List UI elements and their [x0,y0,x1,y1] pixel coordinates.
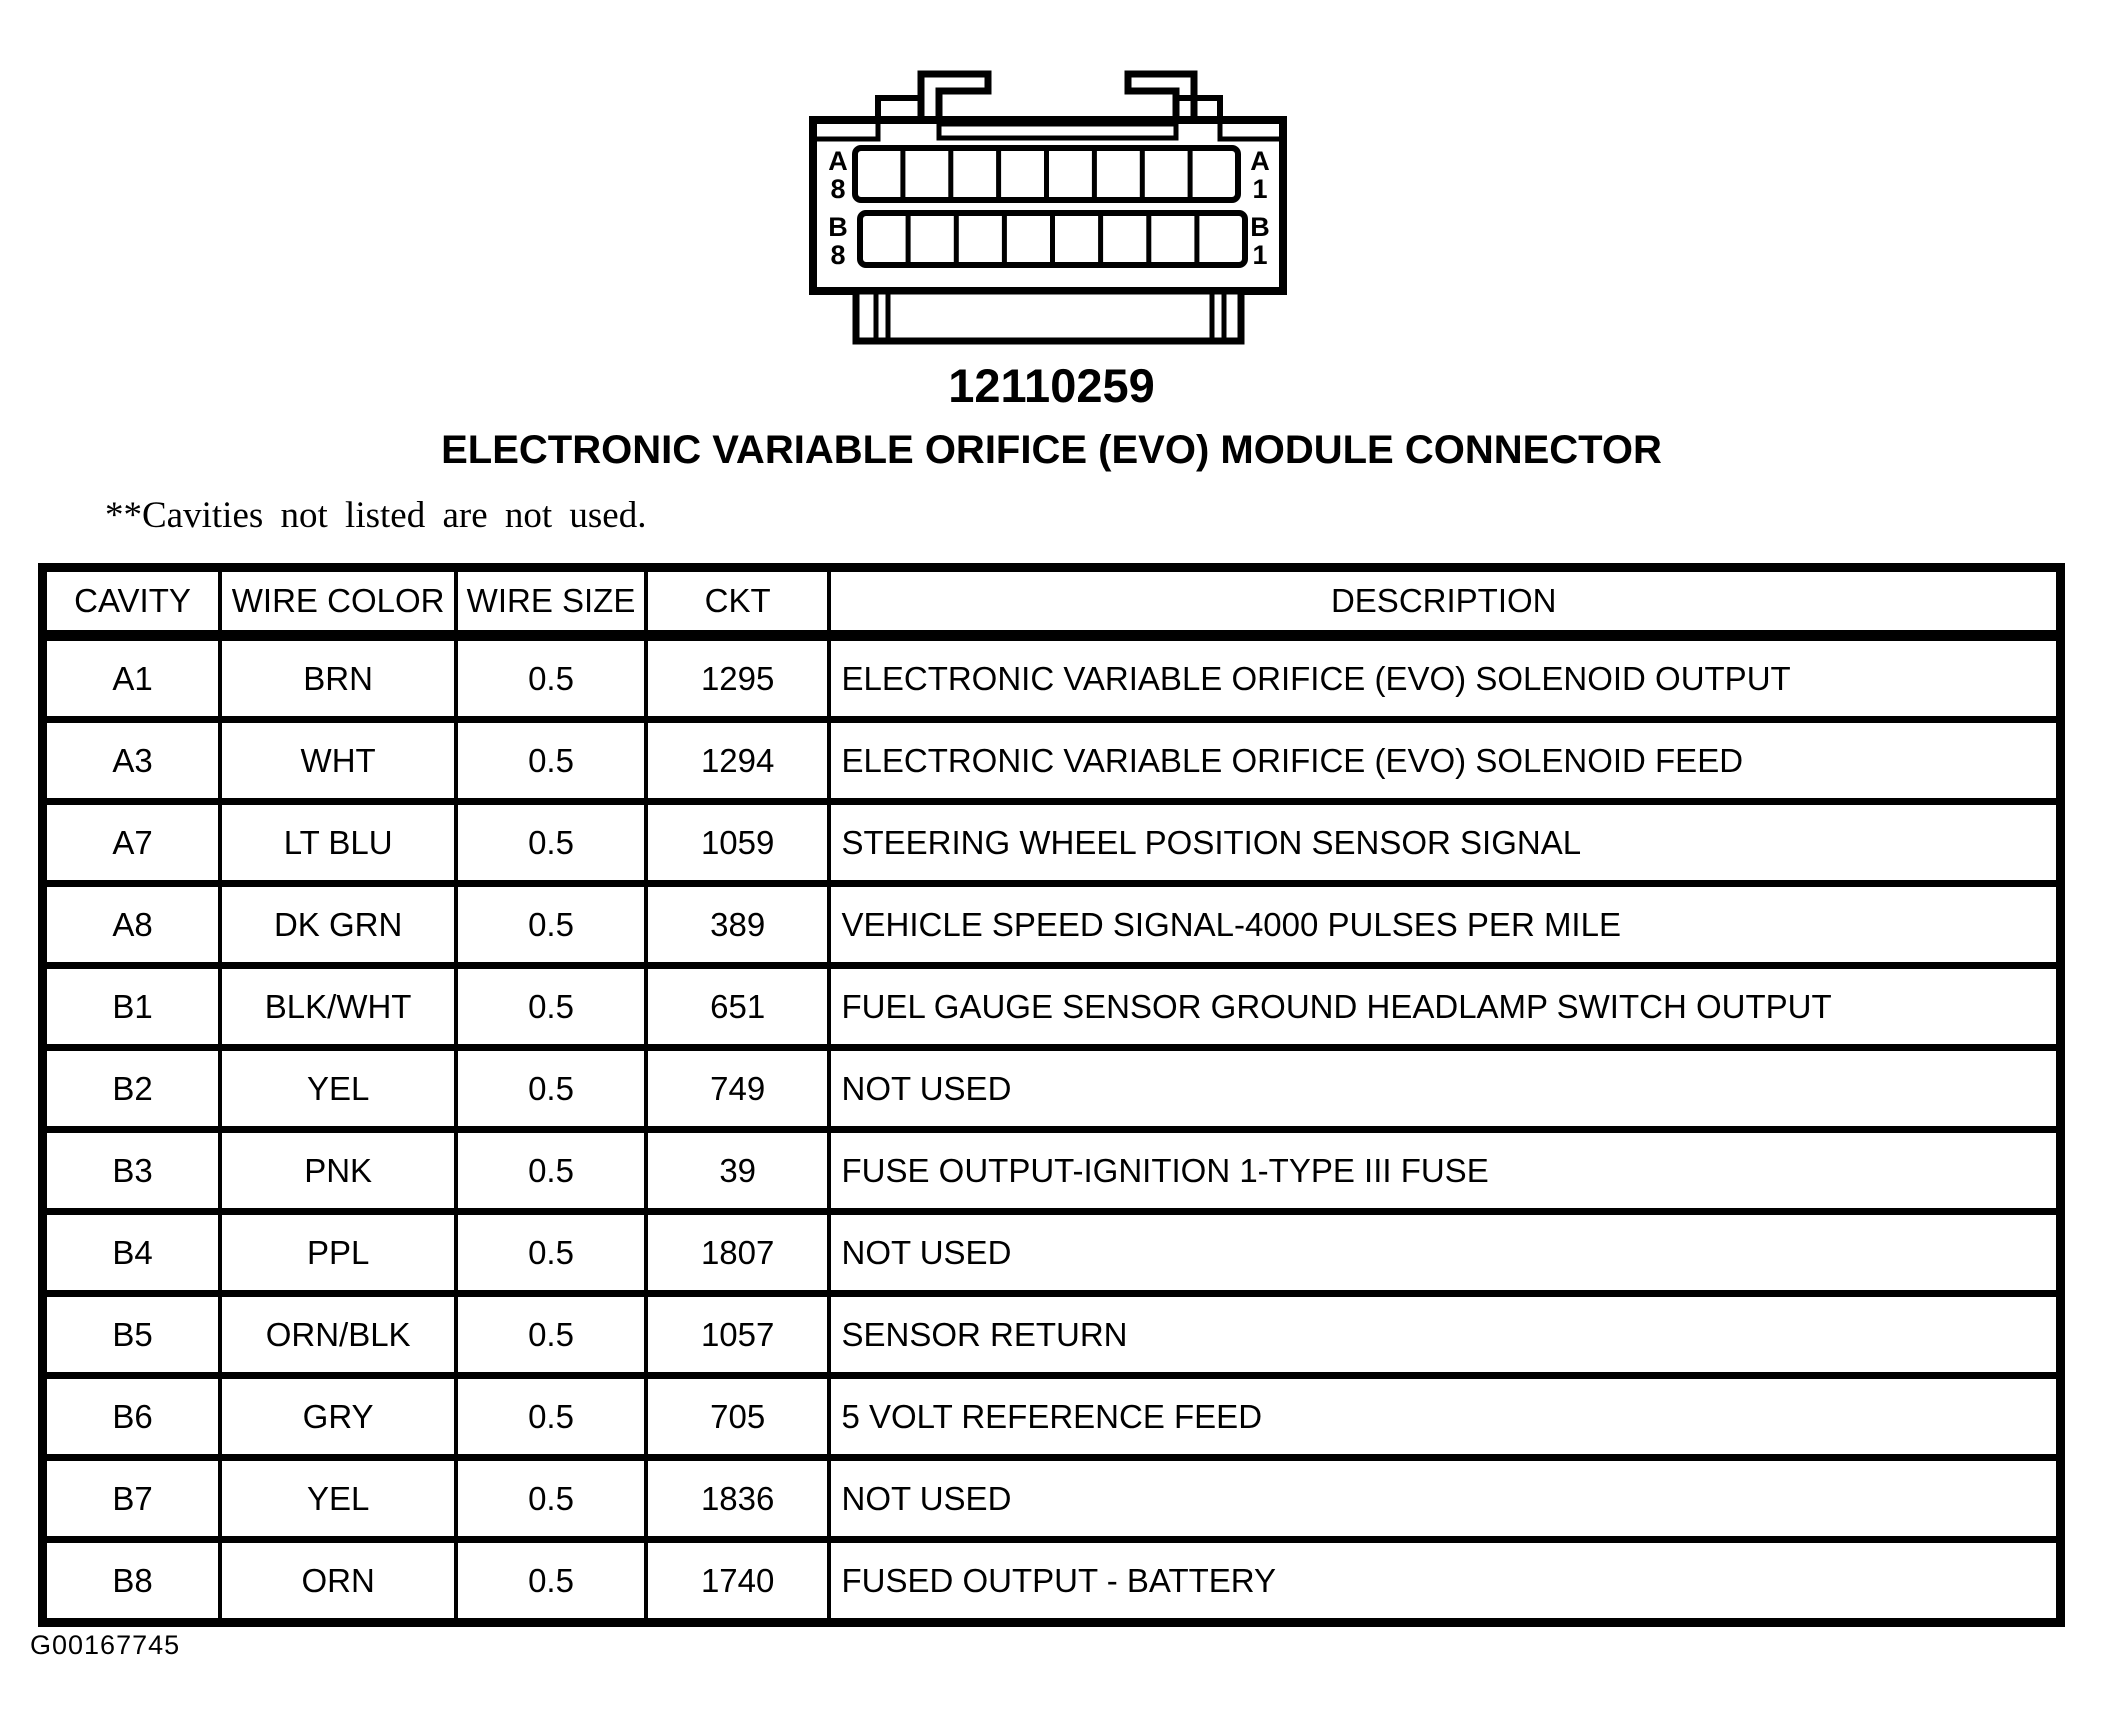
table-row [43,1212,2061,1294]
pinout-table-body [43,636,2061,1623]
table-cell: 0.5 [456,1130,646,1212]
table-cell: 1059 [646,802,830,884]
table-cell: B6 [43,1376,221,1458]
table-row [43,636,2061,720]
table-row [43,884,2061,966]
table-cell: B1 [43,966,221,1048]
table-cell: BLK/WHT [220,966,456,1048]
table-cell: A1 [43,636,221,720]
pinout-table [38,563,2065,1627]
table-cell: 0.5 [456,884,646,966]
table-cell: 389 [646,884,830,966]
header-wire-color: WIRE COLOR [220,568,456,636]
header-wire-size: WIRE SIZE [456,568,646,636]
table-cell: STEERING WHEEL POSITION SENSOR SIGNAL [829,802,2060,884]
pin-label-b1-number: 1 [1252,240,1268,270]
table-cell: 1836 [646,1458,830,1540]
table-cell: GRY [220,1376,456,1458]
pin-label-a1-number: 1 [1252,174,1268,204]
bottom-tab [856,291,1241,341]
table-cell: ORN/BLK [220,1294,456,1376]
connector-drawing [808,40,1298,350]
table-cell: LT BLU [220,802,456,884]
table-cell: 1294 [646,720,830,802]
table-cell: PNK [220,1130,456,1212]
table-cell: 651 [646,966,830,1048]
table-cell: 1057 [646,1294,830,1376]
table-cell: 0.5 [456,1294,646,1376]
pin-label-b8-letter: B [828,212,848,242]
table-cell: WHT [220,720,456,802]
table-cell: 1807 [646,1212,830,1294]
table-cell: SENSOR RETURN [829,1294,2060,1376]
table-cell: 0.5 [456,1376,646,1458]
figure-title: ELECTRONIC VARIABLE ORIFICE (EVO) MODULE CONNECTOR [441,428,1662,472]
table-cell: FUEL GAUGE SENSOR GROUND HEADLAMP SWITCH OUTPUT [829,966,2060,1048]
table-cell: A7 [43,802,221,884]
table-cell: NOT USED [829,1048,2060,1130]
table-header [43,568,2061,636]
cavities-note: **Cavities not listed are not used. [105,495,647,536]
table-cell: ORN [220,1540,456,1623]
table-cell: A3 [43,720,221,802]
header-description: DESCRIPTION [829,568,2060,636]
table-cell: NOT USED [829,1212,2060,1294]
table-cell: DK GRN [220,884,456,966]
table-cell: B2 [43,1048,221,1130]
table-cell: B3 [43,1130,221,1212]
figure-id: G00167745 [30,1630,181,1660]
table-cell: ELECTRONIC VARIABLE ORIFICE (EVO) SOLENOID OUTPUT [829,636,2060,720]
table-cell: 0.5 [456,1540,646,1623]
pin-label-b8-number: 8 [830,240,846,270]
table-cell: 39 [646,1130,830,1212]
table-cell: NOT USED [829,1458,2060,1540]
table-row [43,1458,2061,1540]
latch-rail [939,124,1176,138]
table-cell: YEL [220,1048,456,1130]
table-cell: B7 [43,1458,221,1540]
table-cell: ELECTRONIC VARIABLE ORIFICE (EVO) SOLENOID FEED [829,720,2060,802]
table-cell: B5 [43,1294,221,1376]
table-cell: FUSE OUTPUT-IGNITION 1-TYPE III FUSE [829,1130,2060,1212]
table-cell: 0.5 [456,966,646,1048]
table-cell: YEL [220,1458,456,1540]
part-number: 12110259 [948,359,1155,412]
table-row [43,966,2061,1048]
table-cell: 705 [646,1376,830,1458]
pin-label-a8-letter: A [828,146,848,176]
table-cell: 1740 [646,1540,830,1623]
table-cell: B4 [43,1212,221,1294]
table-cell: 0.5 [456,636,646,720]
table-cell: 1295 [646,636,830,720]
table-cell: 0.5 [456,1048,646,1130]
table-cell: BRN [220,636,456,720]
pin-label-b1-letter: B [1250,212,1270,242]
table-cell: 0.5 [456,802,646,884]
table-cell: VEHICLE SPEED SIGNAL-4000 PULSES PER MILE [829,884,2060,966]
table-row [43,1130,2061,1212]
table-cell: 0.5 [456,1212,646,1294]
table-cell: A8 [43,884,221,966]
table-cell: 749 [646,1048,830,1130]
connector-diagram [808,40,1298,350]
table-row [43,1048,2061,1130]
table-row [43,1376,2061,1458]
table-row [43,720,2061,802]
header-row [43,568,2061,636]
table-row [43,1294,2061,1376]
table-row [43,802,2061,884]
table-cell: 0.5 [456,720,646,802]
table-row [43,1540,2061,1623]
pin-label-a8-number: 8 [830,174,846,204]
pin-label-a1-letter: A [1250,146,1270,176]
table-cell: 0.5 [456,1458,646,1540]
table-cell: 5 VOLT REFERENCE FEED [829,1376,2060,1458]
table-cell: FUSED OUTPUT - BATTERY [829,1540,2060,1623]
table-cell: B8 [43,1540,221,1623]
header-ckt: CKT [646,568,830,636]
header-cavity: CAVITY [43,568,221,636]
table-cell: PPL [220,1212,456,1294]
